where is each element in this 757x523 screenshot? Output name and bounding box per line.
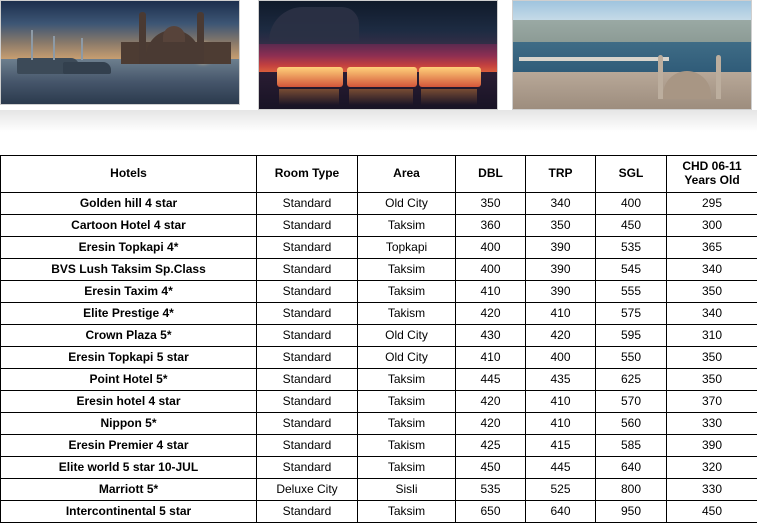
cell-sgl: 450 <box>596 215 667 237</box>
cell-hotel: Intercontinental 5 star <box>1 501 257 523</box>
cell-sgl: 575 <box>596 303 667 325</box>
cell-sgl: 400 <box>596 193 667 215</box>
banner-shadow <box>0 110 757 132</box>
cell-room-type: Standard <box>257 215 358 237</box>
cell-hotel: Eresin Topkapi 4* <box>1 237 257 259</box>
cell-chd: 300 <box>667 215 757 237</box>
cell-sgl: 595 <box>596 325 667 347</box>
cell-chd: 365 <box>667 237 757 259</box>
table-row <box>1 193 757 215</box>
cell-sgl: 625 <box>596 369 667 391</box>
column-header-hotels: Hotels <box>1 156 257 193</box>
cell-trp: 420 <box>526 325 596 347</box>
cell-area: Old City <box>358 347 456 369</box>
table-row <box>1 259 757 281</box>
cell-area: Taksim <box>358 215 456 237</box>
table-header-row <box>1 156 757 193</box>
cell-hotel: Eresin Premier 4 star <box>1 435 257 457</box>
cell-dbl: 420 <box>456 413 526 435</box>
cell-chd: 340 <box>667 303 757 325</box>
column-header-sgl: SGL <box>596 156 667 193</box>
cell-trp: 415 <box>526 435 596 457</box>
column-header-dbl: DBL <box>456 156 526 193</box>
hotel-rates-table <box>0 155 757 523</box>
cell-chd: 310 <box>667 325 757 347</box>
table-row <box>1 369 757 391</box>
cell-area: Taksim <box>358 281 456 303</box>
cell-area: Takism <box>358 303 456 325</box>
cell-dbl: 430 <box>456 325 526 347</box>
cell-room-type: Standard <box>257 281 358 303</box>
cell-room-type: Standard <box>257 259 358 281</box>
cell-hotel: BVS Lush Taksim Sp.Class <box>1 259 257 281</box>
table-row <box>1 457 757 479</box>
cell-trp: 525 <box>526 479 596 501</box>
cell-dbl: 400 <box>456 259 526 281</box>
istanbul-bosphorus-aerial-photo <box>512 0 752 110</box>
cell-trp: 390 <box>526 237 596 259</box>
cell-trp: 400 <box>526 347 596 369</box>
cell-area: Topkapi <box>358 237 456 259</box>
column-header-chd-line1: CHD 06-11 <box>682 159 741 173</box>
cell-dbl: 400 <box>456 237 526 259</box>
cell-trp: 640 <box>526 501 596 523</box>
cell-room-type: Standard <box>257 391 358 413</box>
cell-chd: 350 <box>667 369 757 391</box>
cell-dbl: 410 <box>456 281 526 303</box>
cell-chd: 370 <box>667 391 757 413</box>
cell-sgl: 560 <box>596 413 667 435</box>
cell-dbl: 535 <box>456 479 526 501</box>
cell-room-type: Standard <box>257 369 358 391</box>
cell-sgl: 800 <box>596 479 667 501</box>
cell-room-type: Standard <box>257 457 358 479</box>
table-row <box>1 501 757 523</box>
cell-dbl: 445 <box>456 369 526 391</box>
cell-chd: 450 <box>667 501 757 523</box>
cell-dbl: 425 <box>456 435 526 457</box>
istanbul-night-boats-photo <box>258 0 498 110</box>
cell-chd: 340 <box>667 259 757 281</box>
cell-area: Taksim <box>358 413 456 435</box>
cell-trp: 390 <box>526 281 596 303</box>
cell-chd: 330 <box>667 413 757 435</box>
cell-room-type: Standard <box>257 237 358 259</box>
cell-dbl: 410 <box>456 347 526 369</box>
table-row <box>1 281 757 303</box>
cell-trp: 350 <box>526 215 596 237</box>
cell-dbl: 450 <box>456 457 526 479</box>
cell-trp: 445 <box>526 457 596 479</box>
cell-hotel: Cartoon Hotel 4 star <box>1 215 257 237</box>
cell-sgl: 555 <box>596 281 667 303</box>
cell-area: Old City <box>358 193 456 215</box>
table-row <box>1 391 757 413</box>
cell-sgl: 550 <box>596 347 667 369</box>
cell-room-type: Standard <box>257 413 358 435</box>
table-row <box>1 435 757 457</box>
column-header-room-type: Room Type <box>257 156 358 193</box>
table-row <box>1 413 757 435</box>
cell-dbl: 360 <box>456 215 526 237</box>
cell-sgl: 585 <box>596 435 667 457</box>
cell-trp: 410 <box>526 391 596 413</box>
column-header-chd-line2: Years Old <box>670 174 754 188</box>
cell-sgl: 640 <box>596 457 667 479</box>
cell-room-type: Standard <box>257 435 358 457</box>
cell-chd: 390 <box>667 435 757 457</box>
cell-dbl: 350 <box>456 193 526 215</box>
table-row <box>1 237 757 259</box>
cell-area: Taksim <box>358 501 456 523</box>
cell-hotel: Crown Plaza 5* <box>1 325 257 347</box>
table-row <box>1 325 757 347</box>
column-header-chd <box>667 156 757 193</box>
cell-hotel: Eresin Topkapi 5 star <box>1 347 257 369</box>
cell-trp: 435 <box>526 369 596 391</box>
table-row <box>1 215 757 237</box>
cell-hotel: Golden hill 4 star <box>1 193 257 215</box>
cell-sgl: 950 <box>596 501 667 523</box>
column-header-area: Area <box>358 156 456 193</box>
cell-sgl: 535 <box>596 237 667 259</box>
cell-area: Taksim <box>358 369 456 391</box>
cell-hotel: Eresin Taxim 4* <box>1 281 257 303</box>
cell-area: Taksim <box>358 259 456 281</box>
hotel-rates-table-container <box>0 155 757 523</box>
cell-area: Sisli <box>358 479 456 501</box>
cell-trp: 410 <box>526 303 596 325</box>
table-body <box>1 193 757 523</box>
cell-hotel: Nippon 5* <box>1 413 257 435</box>
cell-area: Taksim <box>358 391 456 413</box>
cell-hotel: Marriott 5* <box>1 479 257 501</box>
cell-room-type: Standard <box>257 303 358 325</box>
table-row <box>1 347 757 369</box>
cell-area: Old City <box>358 325 456 347</box>
cell-dbl: 420 <box>456 391 526 413</box>
cell-trp: 410 <box>526 413 596 435</box>
cell-room-type: Standard <box>257 193 358 215</box>
cell-chd: 350 <box>667 281 757 303</box>
cell-chd: 330 <box>667 479 757 501</box>
cell-hotel: Elite Prestige 4* <box>1 303 257 325</box>
cell-sgl: 570 <box>596 391 667 413</box>
cell-room-type: Deluxe City <box>257 479 358 501</box>
cell-chd: 350 <box>667 347 757 369</box>
cell-hotel: Elite world 5 star 10-JUL <box>1 457 257 479</box>
photo-banner <box>0 0 757 140</box>
cell-chd: 320 <box>667 457 757 479</box>
cell-dbl: 650 <box>456 501 526 523</box>
cell-area: Takism <box>358 435 456 457</box>
cell-trp: 340 <box>526 193 596 215</box>
cell-trp: 390 <box>526 259 596 281</box>
cell-room-type: Standard <box>257 347 358 369</box>
column-header-trp: TRP <box>526 156 596 193</box>
cell-dbl: 420 <box>456 303 526 325</box>
cell-chd: 295 <box>667 193 757 215</box>
cell-room-type: Standard <box>257 501 358 523</box>
table-row <box>1 303 757 325</box>
cell-hotel: Point Hotel 5* <box>1 369 257 391</box>
cell-area: Taksim <box>358 457 456 479</box>
cell-hotel: Eresin hotel 4 star <box>1 391 257 413</box>
cell-room-type: Standard <box>257 325 358 347</box>
cell-sgl: 545 <box>596 259 667 281</box>
istanbul-harbour-dusk-photo <box>0 0 240 105</box>
